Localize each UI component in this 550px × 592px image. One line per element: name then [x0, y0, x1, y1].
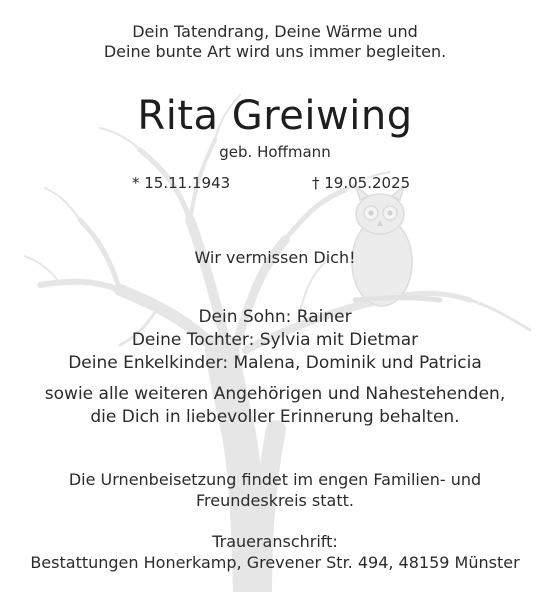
birth-date: * 15.11.1943	[132, 174, 231, 192]
deceased-name: Rita Greiwing	[137, 93, 413, 139]
burial-line-1: Die Urnenbeisetzung findet im engen Familien- und	[68, 470, 482, 489]
address-text: Bestattungen Honerkamp, Grevener Str. 494, 48159 Münster	[30, 553, 520, 572]
burial-line-2: Freundeskreis statt.	[196, 491, 354, 510]
mourner-grandchildren: Deine Enkelkinder: Malena, Dominik und Patricia	[68, 353, 482, 373]
farewell-text: Wir vermissen Dich!	[194, 248, 356, 267]
death-date: † 19.05.2025	[312, 174, 411, 192]
life-dates	[0, 174, 550, 194]
motto-line-1: Dein Tatendrang, Deine Wärme und	[132, 22, 418, 41]
mourners-others-line-1: sowie alle weiteren Angehörigen und Nahestehenden,	[44, 384, 506, 404]
motto-line-2: Deine bunte Art wird uns immer begleiten.	[103, 42, 447, 61]
maiden-name: geb. Hoffmann	[219, 143, 331, 161]
mourner-daughter: Deine Tochter: Sylvia mit Dietmar	[131, 330, 419, 350]
address-label: Traueranschrift:	[212, 532, 338, 551]
mourners-others-line-2: die Dich in liebevoller Erinnerung behalten.	[90, 407, 460, 427]
mourner-son: Dein Sohn: Rainer	[198, 307, 352, 327]
